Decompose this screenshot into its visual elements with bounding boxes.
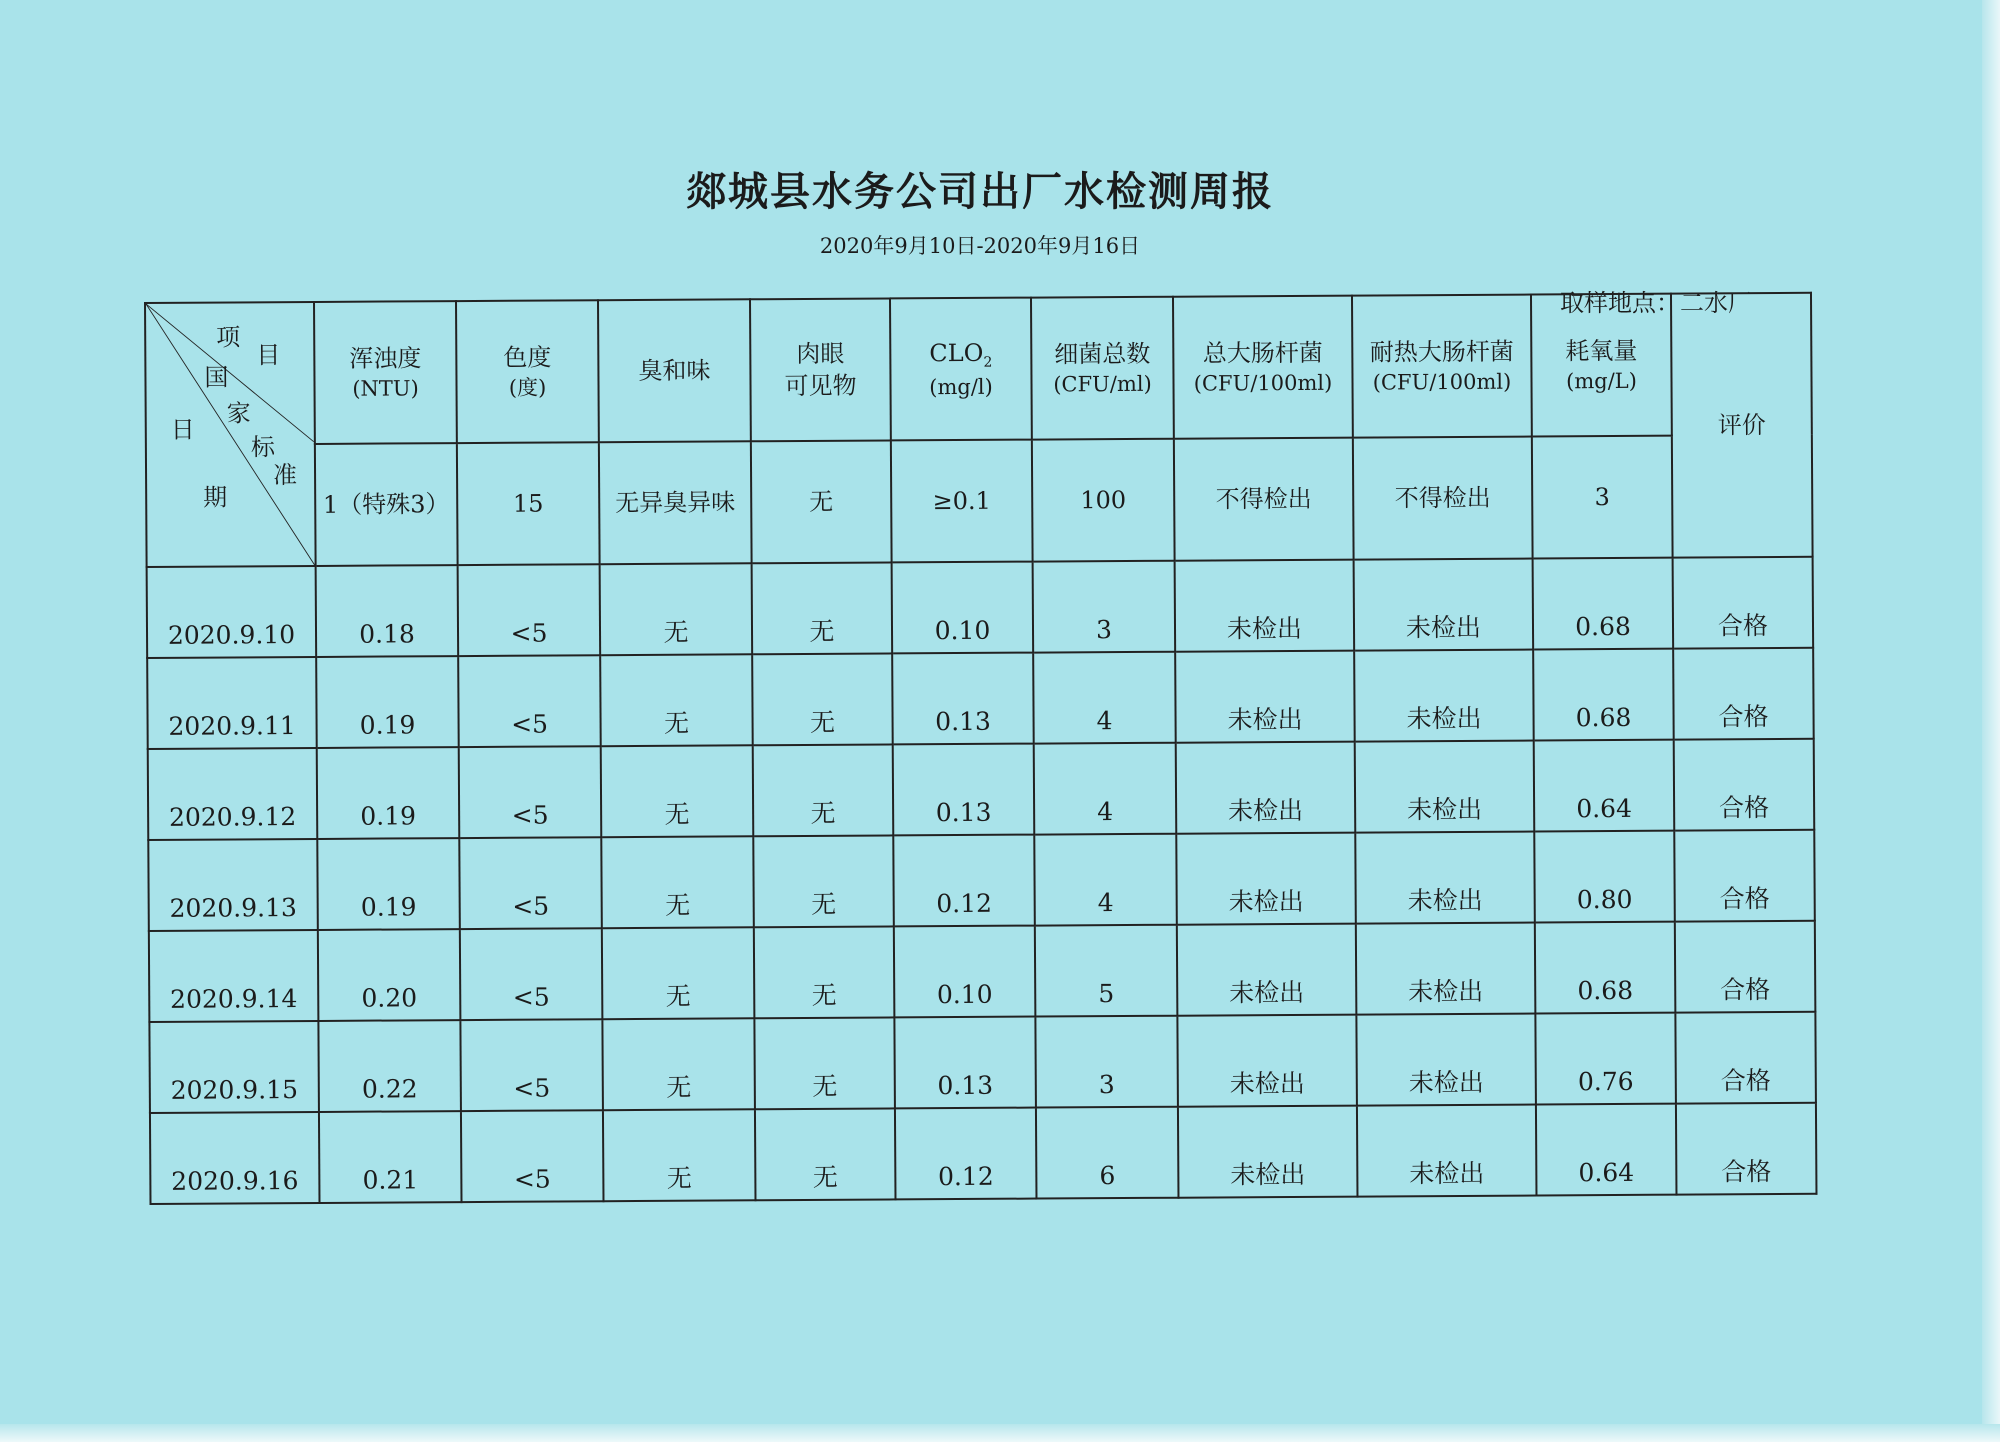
standard-turbidity: 1（特殊3）	[315, 443, 458, 566]
cell-odor: 无	[601, 745, 754, 837]
cell-odor: 无	[603, 1109, 756, 1201]
table-row	[148, 739, 1815, 840]
cell-total-coliform: 未检出	[1177, 924, 1357, 1016]
cell-oxygen-consumption: 0.68	[1533, 558, 1674, 650]
cell-thermo-coliform: 未检出	[1355, 832, 1535, 924]
standard-total-coliform: 不得检出	[1174, 438, 1354, 561]
cell-visible-matter: 无	[754, 926, 895, 1018]
corner-date-char: 日	[170, 415, 195, 444]
cell-turbidity: 0.19	[317, 838, 460, 930]
cell-clo2: 0.12	[893, 835, 1035, 927]
cell-evaluation: 合格	[1675, 921, 1816, 1013]
cell-visible-matter: 无	[752, 562, 893, 654]
cell-color: <5	[459, 746, 602, 838]
cell-bacteria: 3	[1033, 561, 1176, 653]
scan-edge-right	[1982, 0, 2000, 1442]
corner-standard-char: 国	[204, 363, 229, 392]
cell-color: <5	[460, 928, 603, 1020]
table-row	[147, 648, 1814, 749]
cell-clo2: 0.12	[895, 1108, 1037, 1200]
cell-oxygen-consumption: 0.64	[1534, 740, 1675, 832]
standard-bacteria: 100	[1032, 439, 1175, 562]
cell-bacteria: 4	[1034, 743, 1177, 835]
cell-visible-matter: 无	[755, 1108, 896, 1200]
report-title: 郯城县水务公司出厂水检测周报	[686, 168, 1274, 215]
sample-site: 取样地点：二水厂	[1560, 289, 1752, 317]
table-row	[150, 1103, 1817, 1204]
cell-total-coliform: 未检出	[1176, 833, 1356, 925]
cell-turbidity: 0.19	[316, 656, 459, 748]
cell-turbidity: 0.22	[318, 1020, 461, 1112]
standard-thermo-coliform: 不得检出	[1353, 437, 1533, 560]
standard-clo2: ≥0.1	[891, 440, 1033, 563]
row-date: 2020.9.14	[149, 930, 319, 1022]
cell-thermo-coliform: 未检出	[1356, 923, 1536, 1015]
cell-color: <5	[460, 1019, 603, 1111]
row-date: 2020.9.11	[147, 657, 317, 749]
cell-oxygen-consumption: 0.76	[1535, 1013, 1676, 1105]
col-header-bacteria: 细菌总数 (CFU/ml)	[1031, 297, 1174, 440]
row-date: 2020.9.15	[149, 1021, 319, 1113]
col-header-total-coliform: 总大肠杆菌 (CFU/100ml)	[1173, 296, 1353, 439]
row-date: 2020.9.13	[148, 839, 318, 931]
cell-thermo-coliform: 未检出	[1356, 1014, 1536, 1106]
cell-oxygen-consumption: 0.68	[1533, 649, 1674, 741]
col-header-thermo-coliform: 耐热大肠杆菌 (CFU/100ml)	[1352, 295, 1532, 438]
cell-clo2: 0.10	[892, 562, 1034, 654]
cell-bacteria: 4	[1033, 652, 1176, 744]
cell-turbidity: 0.21	[319, 1111, 462, 1203]
cell-turbidity: 0.20	[318, 929, 461, 1021]
cell-oxygen-consumption: 0.80	[1534, 831, 1675, 923]
water-quality-table	[144, 292, 1817, 1205]
cell-visible-matter: 无	[754, 1017, 895, 1109]
cell-clo2: 0.10	[894, 926, 1036, 1018]
header-row-standards	[146, 435, 1813, 567]
table-row	[149, 921, 1816, 1022]
cell-bacteria: 3	[1035, 1016, 1178, 1108]
col-header-turbidity: 浑浊度 (NTU)	[314, 301, 457, 444]
standard-odor: 无异臭异味	[599, 441, 752, 564]
cell-odor: 无	[602, 1018, 755, 1110]
cell-thermo-coliform: 未检出	[1355, 741, 1535, 833]
corner-standard-char: 标	[250, 433, 275, 462]
cell-turbidity: 0.19	[317, 747, 460, 839]
cell-evaluation: 合格	[1674, 830, 1815, 922]
corner-standard-char: 家	[226, 399, 251, 428]
cell-total-coliform: 未检出	[1177, 1015, 1357, 1107]
corner-header-cell	[145, 302, 316, 567]
cell-odor: 无	[600, 654, 753, 746]
cell-color: <5	[458, 655, 601, 747]
cell-evaluation: 合格	[1675, 1012, 1816, 1104]
cell-total-coliform: 未检出	[1178, 1106, 1358, 1198]
corner-item-char: 目	[256, 341, 281, 370]
corner-date-char: 期	[203, 483, 228, 512]
cell-clo2: 0.13	[893, 744, 1035, 836]
col-header-visible-matter: 肉眼 可见物	[750, 298, 891, 441]
cell-total-coliform: 未检出	[1176, 742, 1356, 834]
col-header-color: 色度 (度)	[456, 300, 599, 443]
row-date: 2020.9.10	[147, 566, 317, 658]
cell-evaluation: 合格	[1674, 739, 1815, 831]
row-date: 2020.9.16	[150, 1112, 320, 1204]
cell-bacteria: 4	[1034, 834, 1177, 926]
scan-edge-bottom	[0, 1424, 2000, 1442]
cell-bacteria: 5	[1035, 925, 1178, 1017]
cell-oxygen-consumption: 0.64	[1536, 1104, 1677, 1196]
cell-thermo-coliform: 未检出	[1357, 1105, 1537, 1197]
cell-color: <5	[458, 564, 601, 656]
cell-color: <5	[459, 837, 602, 929]
cell-visible-matter: 无	[753, 744, 894, 836]
col-header-oxygen-consumption: 耗氧量 (mg/L)	[1531, 294, 1672, 437]
cell-total-coliform: 未检出	[1175, 560, 1355, 652]
standard-color: 15	[457, 442, 600, 565]
cell-evaluation: 合格	[1673, 557, 1814, 649]
col-header-clo2: $CLO_2$ (mg/l)	[890, 298, 1032, 441]
standard-visible-matter: 无	[751, 440, 892, 563]
cell-visible-matter: 无	[753, 835, 894, 927]
cell-clo2: 0.13	[894, 1017, 1036, 1109]
corner-standard-char: 准	[272, 461, 298, 490]
cell-oxygen-consumption: 0.68	[1535, 922, 1676, 1014]
cell-odor: 无	[602, 927, 755, 1019]
cell-bacteria: 6	[1036, 1107, 1179, 1199]
col-header-evaluation: 评价	[1671, 293, 1813, 558]
table-row	[147, 557, 1814, 658]
cell-clo2: 0.13	[892, 653, 1034, 745]
cell-odor: 无	[601, 836, 754, 928]
report-date-range: 2020年9月10日-2020年9月16日	[819, 234, 1141, 258]
cell-thermo-coliform: 未检出	[1354, 559, 1534, 651]
corner-item-char: 项	[216, 323, 241, 352]
cell-odor: 无	[600, 563, 753, 655]
cell-evaluation: 合格	[1676, 1103, 1817, 1195]
row-date: 2020.9.12	[148, 748, 318, 840]
cell-color: <5	[461, 1110, 604, 1202]
cell-turbidity: 0.18	[316, 565, 459, 657]
header-row-names	[145, 293, 1812, 445]
standard-oxygen-consumption: 3	[1532, 436, 1673, 559]
table-row	[149, 1012, 1816, 1113]
col-header-odor: 臭和味	[598, 299, 751, 442]
cell-total-coliform: 未检出	[1175, 651, 1355, 743]
cell-thermo-coliform: 未检出	[1354, 650, 1534, 742]
cell-evaluation: 合格	[1673, 648, 1814, 740]
cell-visible-matter: 无	[752, 653, 893, 745]
table-row	[148, 830, 1815, 931]
